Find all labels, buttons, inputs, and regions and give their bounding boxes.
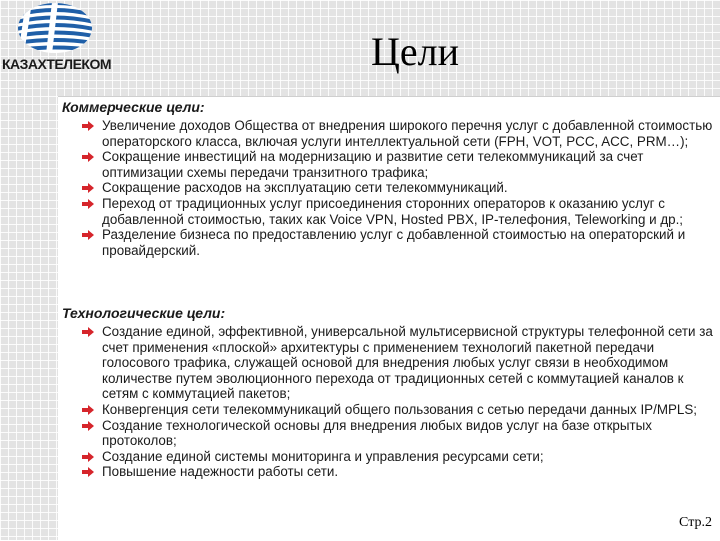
- page-title: Цели: [370, 29, 459, 74]
- list-item-text: Создание единой, эффективной, универсальной мультисервисной структуры телефонной сети за счет применения «плоской» архитектуры с применением технологий пакетной передачи голосового трафика, служащей основой для внедрения любых услуг связи в необходимом количестве путем эволюционного перехода от традиционных сетей с коммутацией каналов к сетям с коммутацией пакетов;: [102, 324, 713, 402]
- logo-wordmark: КАЗАХТЕЛЕКОМ: [2, 56, 112, 72]
- list-item-text: Переход от традиционных услуг присоединения сторонних операторов к оказанию услуг с добавленной стоимостью, таких как Voice VPN, Hosted PBX, IP-телефония, Teleworking и др.;: [102, 195, 684, 227]
- arrow-bullet-icon: [82, 405, 94, 415]
- list-item-text: Сокращение расходов на эксплуатацию сети телекоммуникаций.: [102, 180, 508, 196]
- arrow-bullet-icon: [82, 152, 94, 162]
- list-item: [82, 464, 716, 480]
- commercial-goals-list: [82, 118, 716, 258]
- list-item: [82, 180, 716, 196]
- list-item-text: Разделение бизнеса по предоставлению услуг с добавленной стоимостью на операторский и провайдерский.: [102, 227, 686, 258]
- arrow-bullet-icon: [82, 452, 94, 462]
- arrow-bullet-icon: [82, 230, 94, 240]
- arrow-bullet-icon: [82, 183, 94, 193]
- company-logo: [0, 0, 130, 80]
- list-item: [82, 118, 716, 149]
- page-number: Стр.2: [679, 515, 712, 530]
- arrow-bullet-icon: [82, 199, 94, 209]
- list-item: [82, 324, 716, 402]
- arrow-bullet-icon: [82, 467, 94, 477]
- arrow-bullet-icon: [82, 121, 94, 131]
- list-item: [82, 149, 716, 180]
- list-item-text: Создание единой системы мониторинга и управления ресурсами сети;: [102, 448, 544, 464]
- list-item-text: Сокращение инвестиций на модернизацию и развитие сети телекоммуникаций за счет оптимизации схемы передачи транзитного трафика;: [102, 149, 644, 180]
- list-item: [82, 418, 716, 449]
- list-item: [82, 449, 716, 465]
- list-item: [82, 196, 716, 227]
- commercial-goals-heading: Коммерческие цели:: [62, 99, 205, 115]
- list-item-text: Конвергенция сети телекоммуникаций общего пользования с сетью передачи данных IP/MPLS;: [102, 401, 698, 417]
- technological-goals-heading: Технологические цели:: [62, 305, 226, 321]
- list-item-text: Создание технологической основы для внедрения любых видов услуг на базе открытых протоколов;: [102, 417, 652, 449]
- list-item-text: Повышение надежности работы сети.: [102, 464, 339, 480]
- list-item: [82, 227, 716, 258]
- globe-icon: [16, 2, 94, 54]
- list-item-text: Увеличение доходов Общества от внедрения широкого перечня услуг с добавленной стоимостью операторского класса, включая услуги интеллектуальной сети (FPH, VOT, PCC, ACC, PRM…);: [102, 118, 713, 149]
- list-item: [82, 402, 716, 418]
- technological-goals-list: [82, 324, 716, 480]
- content-panel: [58, 96, 720, 541]
- arrow-bullet-icon: [82, 327, 94, 337]
- arrow-bullet-icon: [82, 421, 94, 431]
